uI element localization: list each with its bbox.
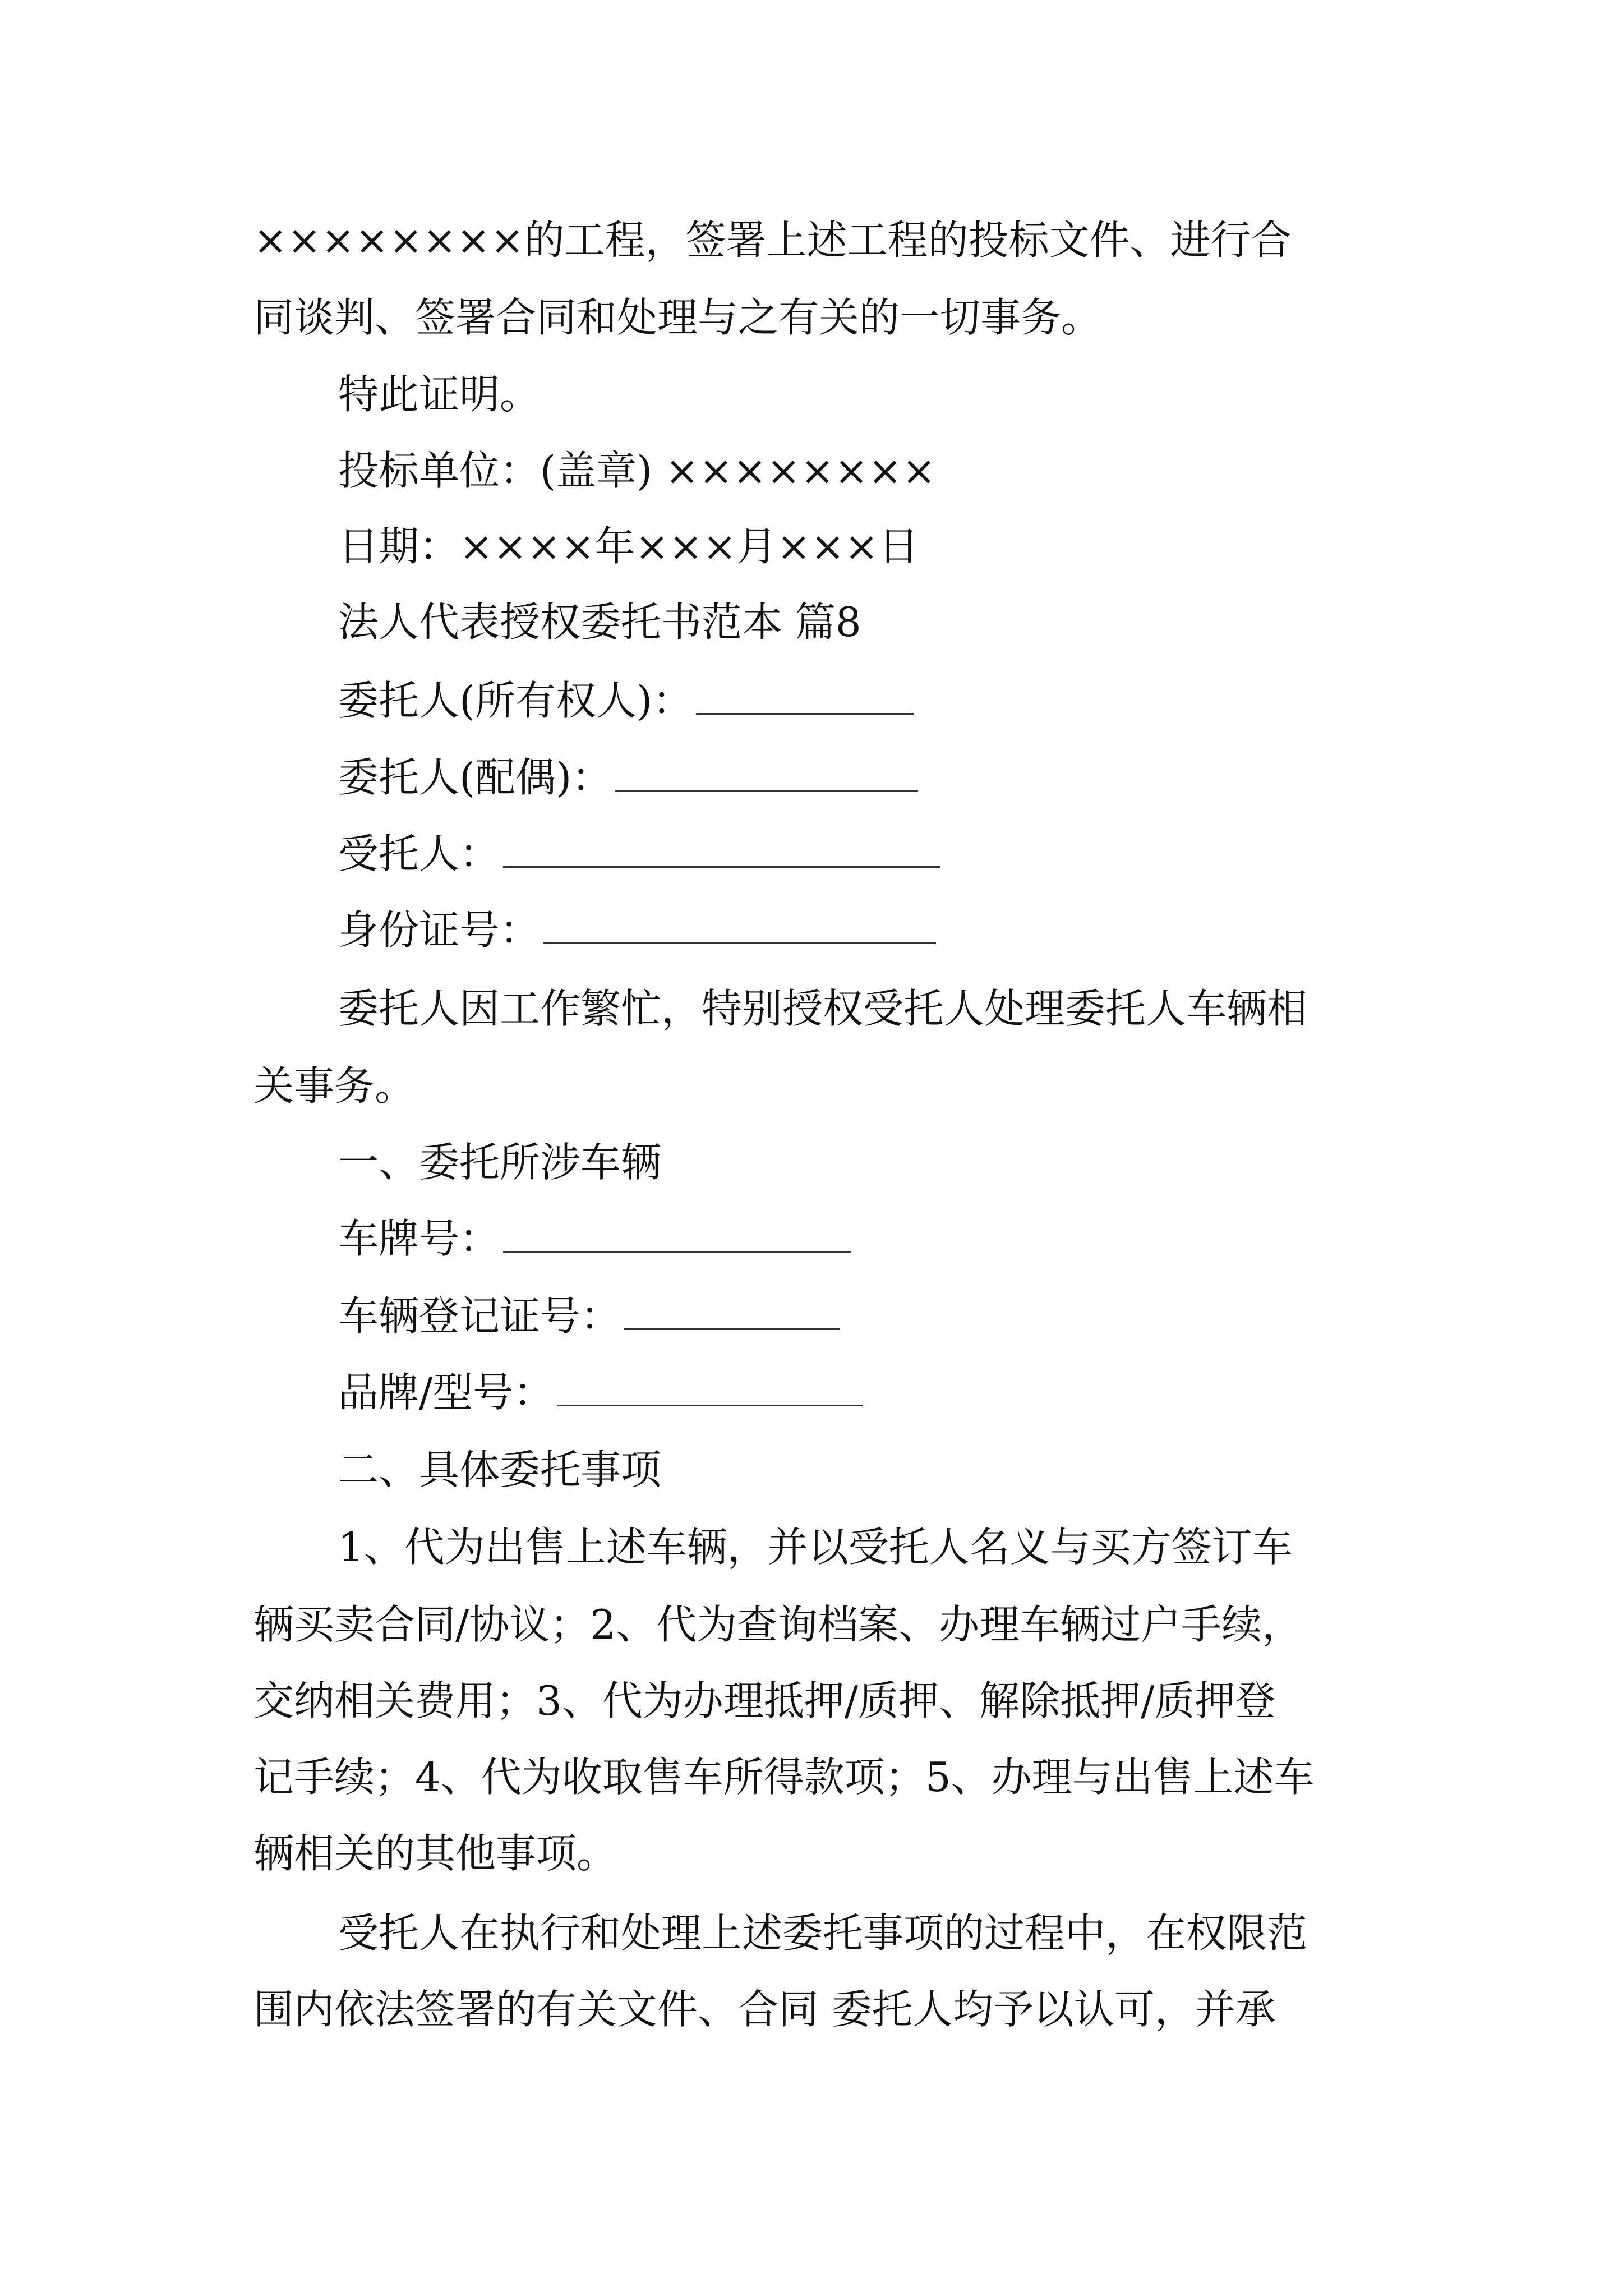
body-line: 辆买卖合同/协议；2、代为查询档案、办理车辆过户手续， — [253, 1601, 1303, 1648]
form-field-agent — [338, 830, 940, 877]
section-heading: 二、具体委托事项 — [338, 1446, 662, 1493]
body-line: 记手续；4、代为收取售车所得款项；5、办理与出售上述车 — [253, 1754, 1315, 1801]
body-line: 受托人在执行和处理上述委托事项的过程中，在权限范 — [338, 1910, 1308, 1957]
body-line: 投标单位：(盖章) ×××××××× — [338, 447, 936, 494]
form-field-registration-number — [338, 1292, 840, 1340]
field-label: 委托人(配偶)： — [338, 754, 612, 801]
form-field-brand-model — [338, 1369, 863, 1416]
body-line: 1、代为出售上述车辆，并以受托人名义与买方签订车 — [338, 1524, 1293, 1571]
form-field-id-number — [338, 907, 936, 954]
field-label: 品牌/型号： — [338, 1369, 554, 1416]
section-heading: 法人代表授权委托书范本 篇8 — [338, 599, 861, 646]
form-field-spouse — [338, 754, 918, 801]
body-line: 辆相关的其他事项。 — [253, 1830, 617, 1877]
body-line: 同谈判、签署合同和处理与之有关的一切事务。 — [253, 294, 1102, 341]
fill-in-blank — [503, 1218, 851, 1253]
field-label: 受托人： — [338, 830, 500, 877]
fill-in-blank — [503, 834, 940, 868]
body-line: 日期：××××年×××月×××日 — [338, 523, 919, 570]
form-field-plate-number — [338, 1215, 851, 1262]
field-label: 身份证号： — [338, 907, 541, 954]
fill-in-blank — [615, 757, 918, 792]
field-label: 车辆登记证号： — [338, 1292, 621, 1340]
body-line: 交纳相关费用；3、代为办理抵押/质押、解除抵押/质押登 — [253, 1677, 1276, 1724]
fill-in-blank — [624, 1296, 840, 1330]
body-line: 关事务。 — [253, 1062, 416, 1110]
fill-in-blank — [543, 910, 936, 944]
field-label: 车牌号： — [338, 1215, 500, 1262]
section-heading: 一、委托所涉车辆 — [338, 1139, 662, 1186]
form-field-principal — [338, 677, 914, 724]
body-line: ××××××××的工程，签署上述工程的投标文件、进行合 — [253, 217, 1292, 264]
body-line: 围内依法签署的有关文件、合同 委托人均予以认可，并承 — [253, 1986, 1276, 2033]
field-label: 委托人(所有权人)： — [338, 677, 693, 724]
body-line: 特此证明。 — [338, 371, 541, 418]
fill-in-blank — [557, 1372, 863, 1406]
body-line: 委托人因工作繁忙，特别授权受托人处理委托人车辆相 — [338, 985, 1308, 1032]
fill-in-blank — [696, 680, 914, 715]
